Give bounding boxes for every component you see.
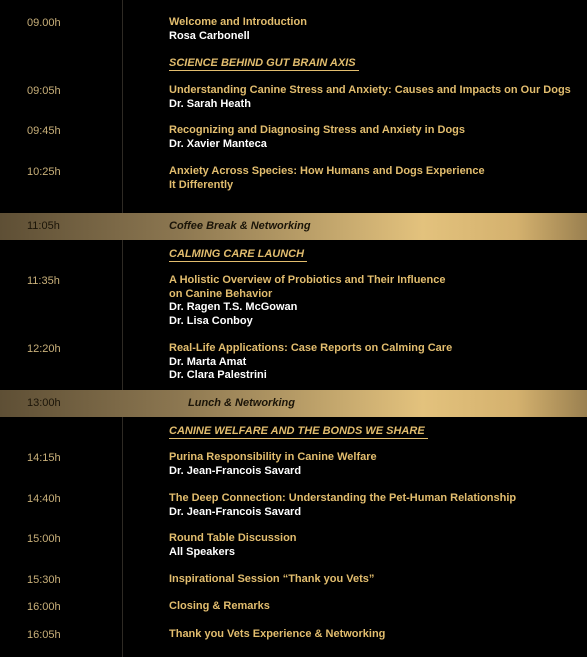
session-time: 16:00h — [27, 601, 61, 613]
session-inspirational — [169, 573, 579, 587]
session-speaker: Dr. Jean-Francois Savard — [169, 464, 302, 477]
session-time: 12:20h — [27, 343, 61, 355]
session-title: Recognizing and Diagnosing Stress and Anxiety in Dogs — [169, 124, 466, 136]
session-purina-responsibility — [169, 451, 579, 478]
session-time: 10:25h — [27, 166, 61, 178]
session-diagnosing — [169, 124, 579, 151]
session-time: 16:05h — [27, 629, 61, 641]
session-speaker: Dr. Lisa Conboy — [169, 314, 253, 327]
session-title: Real-Life Applications: Case Reports on Calming Care — [169, 342, 453, 354]
session-title: Welcome and Introduction — [169, 16, 307, 28]
break-time: 13:00h — [27, 397, 61, 409]
session-time: 15:00h — [27, 533, 61, 545]
session-time: 09.00h — [27, 17, 61, 29]
session-pet-human — [169, 492, 579, 519]
break-time: 11:05h — [27, 220, 60, 232]
session-speaker: Dr. Sarah Heath — [169, 97, 251, 110]
session-title: Round Table Discussion — [169, 532, 297, 544]
section-heading-calming-care: CALMING CARE LAUNCH — [169, 248, 307, 262]
session-time: 09:45h — [27, 125, 61, 137]
session-thank-you-vets — [169, 628, 579, 642]
session-speaker: All Speakers — [169, 545, 236, 558]
break-label: Coffee Break & Networking — [169, 220, 311, 232]
session-title-line: on Canine Behavior — [169, 287, 273, 300]
session-closing — [169, 600, 579, 614]
session-title: Purina Responsibility in Canine Welfare — [169, 451, 377, 463]
session-title: The Deep Connection: Understanding the Pet-Human Relationship — [169, 492, 517, 504]
session-canine-stress — [169, 84, 579, 111]
session-title: Thank you Vets Experience & Networking — [169, 628, 386, 640]
session-title: Closing & Remarks — [169, 600, 270, 612]
session-time: 15:30h — [27, 574, 61, 586]
session-speaker: Rosa Carbonell — [169, 29, 250, 42]
session-probiotics — [169, 274, 579, 328]
timeline-divider — [122, 0, 123, 657]
section-heading-gut-brain: SCIENCE BEHIND GUT BRAIN AXIS — [169, 57, 359, 71]
break-band-coffee — [0, 213, 587, 240]
session-time: 11:35h — [27, 275, 60, 287]
session-speaker: Dr. Jean-Francois Savard — [169, 505, 302, 518]
session-time: 14:15h — [27, 452, 61, 464]
session-speaker: Dr. Marta Amat — [169, 355, 247, 368]
session-anxiety-species — [169, 165, 579, 192]
session-speaker: Dr. Clara Palestrini — [169, 369, 267, 382]
session-title-line: Anxiety Across Species: How Humans and Dogs Experience — [169, 165, 485, 177]
session-time: 09:05h — [27, 85, 61, 97]
session-speaker: Dr. Ragen T.S. McGowan — [169, 301, 298, 314]
session-welcome — [169, 16, 579, 43]
break-band-lunch — [0, 390, 587, 417]
session-title-line: A Holistic Overview of Probiotics and Their Influence — [169, 274, 446, 286]
session-title-line: It Differently — [169, 178, 234, 191]
section-heading-canine-welfare: CANINE WELFARE AND THE BONDS WE SHARE — [169, 425, 428, 439]
break-label: Lunch & Networking — [188, 397, 295, 409]
session-case-reports — [169, 342, 579, 383]
session-title: Inspirational Session “Thank you Vets” — [169, 573, 375, 585]
session-title: Understanding Canine Stress and Anxiety: Causes and Impacts on Our Dogs — [169, 84, 571, 96]
session-speaker: Dr. Xavier Manteca — [169, 137, 267, 150]
session-round-table — [169, 532, 579, 559]
session-time: 14:40h — [27, 493, 61, 505]
